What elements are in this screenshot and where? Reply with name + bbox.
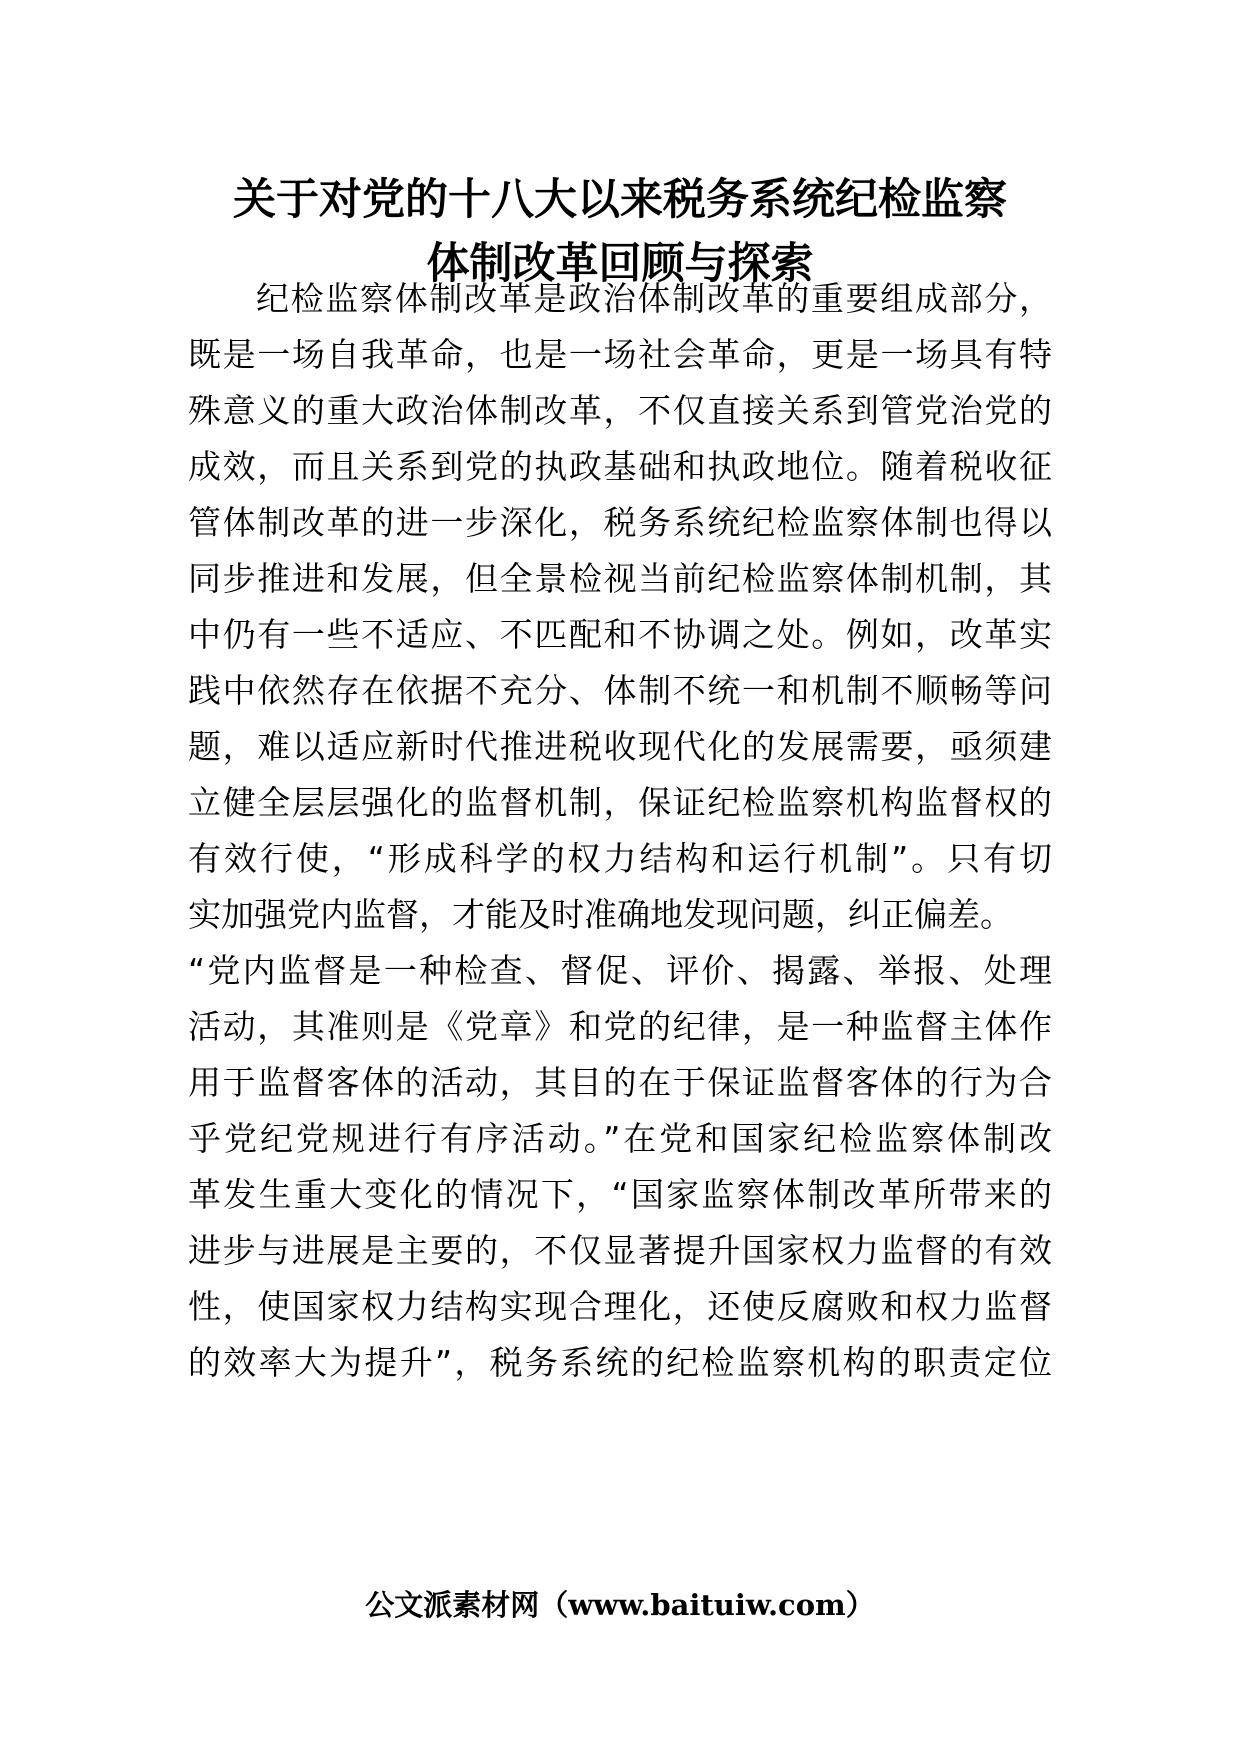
- body-line: 实加强党内监督，才能及时准确地发现问题，纠正偏差。: [188, 895, 1013, 934]
- document-title-line-1: 关于对党的十八大以来税务系统纪检监察: [233, 175, 1007, 225]
- body-line: “党内监督是一种检查、督促、评价、揭露、举报、处理: [188, 951, 1052, 990]
- document-title-line-2: 体制改革回顾与探索: [426, 239, 814, 289]
- body-line: 有效行使，“形成科学的权力结构和运行机制”。只有切: [188, 839, 1052, 878]
- body-line: 活动，其准则是《党章》和党的纪律，是一种监督主体作: [188, 1007, 1052, 1046]
- body-line: 管体制改革的进一步深化，税务系统纪检监察体制也得以: [188, 503, 1052, 542]
- body-line: 中仍有一些不适应、不匹配和不协调之处。例如，改革实: [188, 615, 1052, 654]
- body-line: 既是一场自我革命，也是一场社会革命，更是一场具有特: [188, 335, 1052, 374]
- body-line: 纪检监察体制改革是政治体制改革的重要组成部分，: [256, 279, 1052, 318]
- body-line: 的效率大为提升”，税务系统的纪检监察机构的职责定位: [188, 1343, 1052, 1382]
- body-line: 殊意义的重大政治体制改革，不仅直接关系到管党治党的: [188, 391, 1052, 430]
- footer-source-text: 公文派素材网（www.baituiw.com）: [365, 1588, 875, 1622]
- body-line: 革发生重大变化的情况下，“国家监察体制改革所带来的: [188, 1175, 1052, 1214]
- body-line: 同步推进和发展，但全景检视当前纪检监察体制机制，其: [188, 559, 1052, 598]
- body-line: 成效，而且关系到党的执政基础和执政地位。随着税收征: [188, 447, 1052, 486]
- body-line: 践中依然存在依据不充分、体制不统一和机制不顺畅等问: [188, 671, 1052, 710]
- body-line: 乎党纪党规进行有序活动。”在党和国家纪检监察体制改: [188, 1119, 1052, 1158]
- body-line: 题，难以适应新时代推进税收现代化的发展需要，亟须建: [188, 727, 1052, 766]
- body-line: 进步与进展是主要的，不仅显著提升国家权力监督的有效: [188, 1231, 1052, 1270]
- body-line: 性，使国家权力结构实现合理化，还使反腐败和权力监督: [188, 1287, 1052, 1326]
- body-line: 用于监督客体的活动，其目的在于保证监督客体的行为合: [188, 1063, 1052, 1102]
- body-line: 立健全层层强化的监督机制，保证纪检监察机构监督权的: [188, 783, 1052, 822]
